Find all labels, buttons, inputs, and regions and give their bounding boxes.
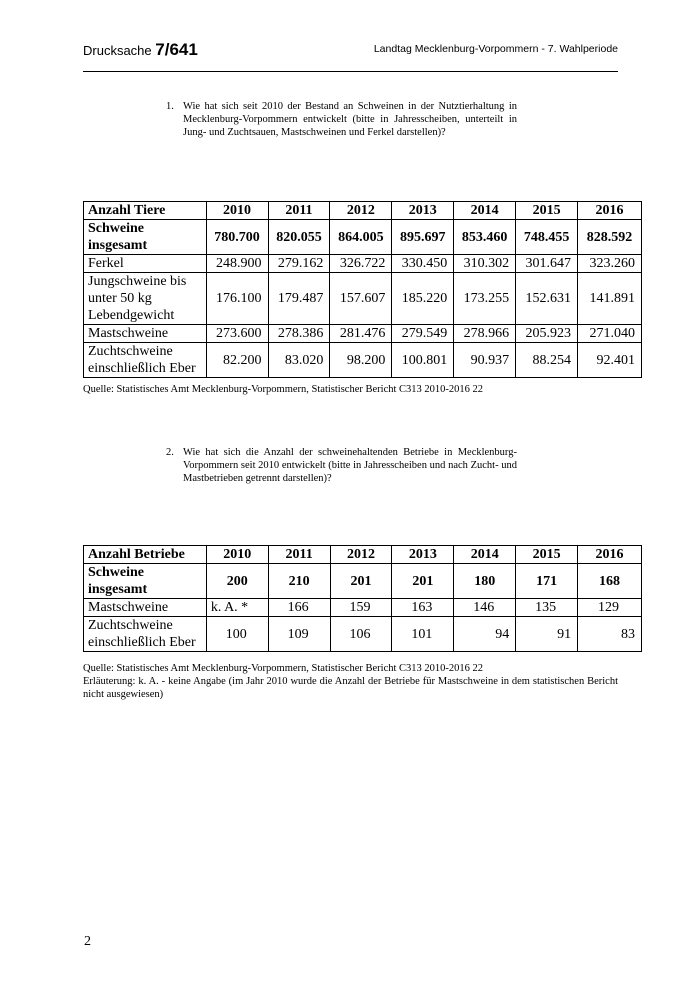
table-cell: 210 [268, 564, 330, 599]
doc-number: 7/641 [155, 40, 198, 59]
column-header: 2014 [454, 202, 516, 220]
table-cell: 326.722 [330, 255, 392, 273]
table-livestock [83, 201, 642, 378]
table-cell: 91 [516, 617, 578, 652]
table-row [84, 343, 642, 378]
column-header: 2013 [392, 546, 454, 564]
table-cell: k. A. * [206, 599, 268, 617]
table-source: Quelle: Statistisches Amt Mecklenburg-Vorpommern, Statistischer Bericht C313 2010-2016 22 [83, 663, 484, 674]
table-cell: 100 [206, 617, 268, 652]
table-cell: 179.487 [268, 273, 330, 325]
table-farms [83, 545, 642, 652]
table-source: Quelle: Statistisches Amt Mecklenburg-Vorpommern, Statistischer Bericht C313 2010-2016 22 [83, 384, 484, 395]
table-cell: 83.020 [268, 343, 330, 378]
table-row [84, 599, 642, 617]
table-row [84, 273, 642, 325]
table-cell: 301.647 [516, 255, 578, 273]
table-cell: 106 [330, 617, 392, 652]
table-cell: 94 [454, 617, 516, 652]
row-label: Mastschweine [84, 325, 207, 343]
column-header: 2014 [454, 546, 516, 564]
table-cell: 273.600 [206, 325, 268, 343]
table-cell: 853.460 [454, 220, 516, 255]
table-cell: 201 [330, 564, 392, 599]
question-number: 2. [166, 447, 174, 458]
table-cell: 101 [392, 617, 454, 652]
column-header: Anzahl Tiere [84, 202, 207, 220]
row-label: Zuchtschweine einschließlich Eber [84, 343, 207, 378]
table-cell: 748.455 [516, 220, 578, 255]
question-1 [166, 100, 517, 139]
table-cell: 330.450 [392, 255, 454, 273]
table-row [84, 325, 642, 343]
column-header: 2012 [330, 546, 392, 564]
column-header: 2013 [392, 202, 454, 220]
table-cell: 780.700 [206, 220, 268, 255]
question-text: Wie hat sich seit 2010 der Bestand an Schweinen in der Nutztierhaltung in Mecklenburg-Vorpommern entwickelt (bitte in Jahresscheiben, unterteilt in Jung- und Zuchtsauen, Mastschweinen und Ferkel darstellen)? [183, 101, 517, 138]
row-label: Zuchtschweine einschließlich Eber [84, 617, 207, 652]
table-cell: 205.923 [516, 325, 578, 343]
column-header: 2010 [206, 546, 268, 564]
column-header: 2011 [268, 202, 330, 220]
page-number: 2 [84, 934, 91, 949]
document-reference [83, 40, 198, 60]
page-header [83, 40, 618, 68]
table-cell: 310.302 [454, 255, 516, 273]
question-2 [166, 446, 517, 485]
table-cell: 135 [516, 599, 578, 617]
table-cell: 248.900 [206, 255, 268, 273]
table-cell: 157.607 [330, 273, 392, 325]
table-cell: 109 [268, 617, 330, 652]
column-header: 2015 [516, 546, 578, 564]
column-header: Anzahl Betriebe [84, 546, 207, 564]
column-header: 2010 [206, 202, 268, 220]
table-cell: 173.255 [454, 273, 516, 325]
table-cell: 90.937 [454, 343, 516, 378]
table-cell: 166 [268, 599, 330, 617]
table-cell: 271.040 [578, 325, 642, 343]
table-cell: 864.005 [330, 220, 392, 255]
table-cell: 152.631 [516, 273, 578, 325]
table-cell: 185.220 [392, 273, 454, 325]
table-cell: 323.260 [578, 255, 642, 273]
table-cell: 176.100 [206, 273, 268, 325]
doc-prefix: Drucksache [83, 43, 152, 58]
row-label: Ferkel [84, 255, 207, 273]
table-cell: 278.386 [268, 325, 330, 343]
institution-label: Landtag Mecklenburg-Vorpommern - 7. Wahlperiode [373, 43, 618, 55]
table-row [84, 220, 642, 255]
table-cell: 82.200 [206, 343, 268, 378]
table-cell: 100.801 [392, 343, 454, 378]
table-cell: 146 [454, 599, 516, 617]
table-row [84, 564, 642, 599]
table-cell: 200 [206, 564, 268, 599]
question-number: 1. [166, 101, 174, 112]
row-label: Schweine insgesamt [84, 564, 207, 599]
table-cell: 281.476 [330, 325, 392, 343]
table-cell: 895.697 [392, 220, 454, 255]
table-cell: 98.200 [330, 343, 392, 378]
question-text: Wie hat sich die Anzahl der schweinehaltenden Betriebe in Mecklenburg-Vorpommern seit 2010 entwickelt (bitte in Jahresscheiben und nach Zucht- und Mastbetrieben getrennt darstellen)? [183, 447, 517, 484]
explanation-note: Erläuterung: k. A. - keine Angabe (im Jahr 2010 wurde die Anzahl der Betriebe für Mastschweine in dem statistischen Bericht nicht ausgewiesen) [83, 676, 618, 700]
column-header: 2012 [330, 202, 392, 220]
table-cell: 278.966 [454, 325, 516, 343]
column-header: 2016 [578, 202, 642, 220]
column-header: 2011 [268, 546, 330, 564]
table-row [84, 255, 642, 273]
table-cell: 828.592 [578, 220, 642, 255]
table-cell: 201 [392, 564, 454, 599]
table-header-row [84, 202, 642, 220]
row-label: Schweine insgesamt [84, 220, 207, 255]
table-cell: 279.549 [392, 325, 454, 343]
table-cell: 88.254 [516, 343, 578, 378]
table-header-row [84, 546, 642, 564]
table-cell: 171 [516, 564, 578, 599]
table-row [84, 617, 642, 652]
table-cell: 180 [454, 564, 516, 599]
header-divider [83, 71, 618, 72]
footnote-block [83, 662, 618, 701]
table-cell: 141.891 [578, 273, 642, 325]
column-header: 2016 [578, 546, 642, 564]
row-label: Mastschweine [84, 599, 207, 617]
table-cell: 279.162 [268, 255, 330, 273]
table-cell: 168 [578, 564, 642, 599]
table-cell: 129 [578, 599, 642, 617]
table-cell: 163 [392, 599, 454, 617]
table-cell: 820.055 [268, 220, 330, 255]
table-cell: 159 [330, 599, 392, 617]
column-header: 2015 [516, 202, 578, 220]
row-label: Jungschweine bis unter 50 kg Lebendgewicht [84, 273, 207, 325]
table-cell: 83 [578, 617, 642, 652]
table-cell: 92.401 [578, 343, 642, 378]
